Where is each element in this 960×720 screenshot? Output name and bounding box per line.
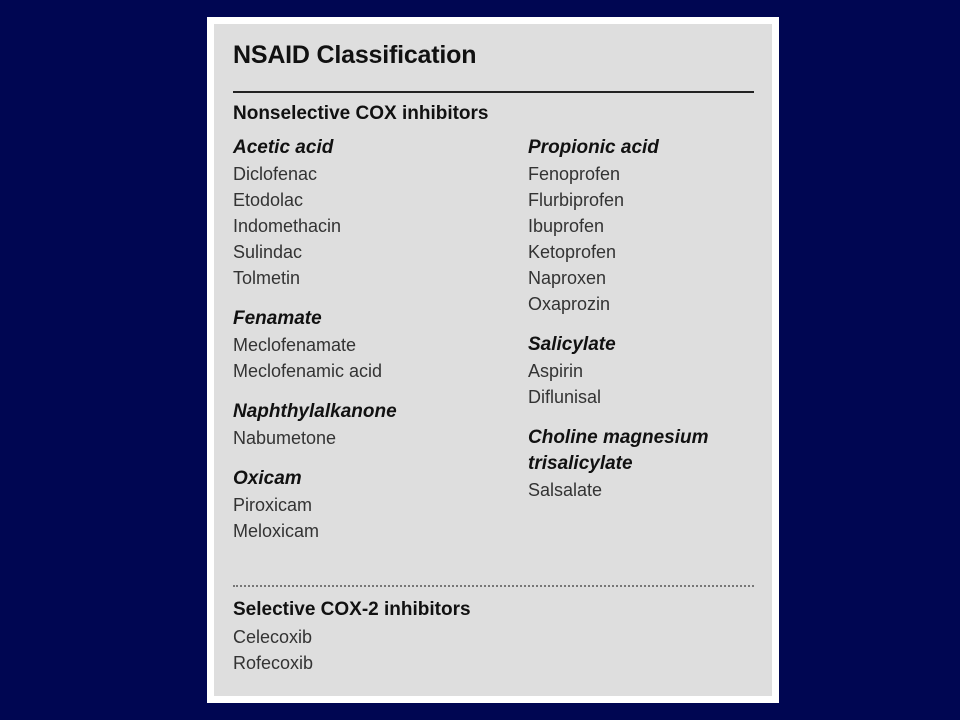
drug-item: Sulindac bbox=[233, 242, 303, 262]
drug-item: Indomethacin bbox=[233, 216, 342, 236]
drug-item: Meclofenamic acid bbox=[233, 361, 383, 381]
drug-item: Diclofenac bbox=[233, 164, 318, 184]
drug-item: Salsalate bbox=[528, 480, 603, 500]
selective-list bbox=[233, 624, 754, 676]
selective-heading: Selective COX-2 inhibitors bbox=[233, 599, 471, 620]
group-heading-continued: trisalicylate bbox=[528, 453, 633, 474]
drug-item: Rofecoxib bbox=[233, 653, 314, 673]
left-column bbox=[233, 135, 397, 559]
drug-item: Oxaprozin bbox=[528, 294, 611, 314]
group-heading: Propionic acid bbox=[528, 137, 659, 158]
classification-card bbox=[207, 17, 779, 703]
group-propionic-acid bbox=[528, 135, 709, 317]
group-heading: Naphthylalkanone bbox=[233, 401, 397, 422]
drug-item: Fenoprofen bbox=[528, 164, 621, 184]
drug-item: Flurbiprofen bbox=[528, 190, 625, 210]
group-salicylate bbox=[528, 332, 709, 410]
group-choline-magnesium-trisalicylate bbox=[528, 425, 709, 503]
drug-item: Nabumetone bbox=[233, 428, 337, 448]
drug-item: Naproxen bbox=[528, 268, 607, 288]
group-heading: Fenamate bbox=[233, 308, 322, 329]
right-column bbox=[528, 135, 709, 518]
classification-panel bbox=[214, 24, 772, 696]
drug-item: Piroxicam bbox=[233, 495, 313, 515]
group-naphthylalkanone bbox=[233, 399, 397, 451]
group-heading: Choline magnesium bbox=[528, 427, 709, 448]
group-oxicam bbox=[233, 466, 397, 544]
drug-item: Etodolac bbox=[233, 190, 304, 210]
group-heading: Oxicam bbox=[233, 468, 302, 489]
drug-item: Meloxicam bbox=[233, 521, 320, 541]
drug-item: Celecoxib bbox=[233, 627, 313, 647]
group-heading: Salicylate bbox=[528, 334, 616, 355]
drug-item: Tolmetin bbox=[233, 268, 301, 288]
group-fenamate bbox=[233, 306, 397, 384]
section-divider bbox=[233, 585, 754, 587]
drug-item: Aspirin bbox=[528, 361, 584, 381]
drug-item: Meclofenamate bbox=[233, 335, 357, 355]
drug-item: Diflunisal bbox=[528, 387, 602, 407]
drug-item: Ketoprofen bbox=[528, 242, 617, 262]
drug-item: Ibuprofen bbox=[528, 216, 605, 236]
nonselective-columns bbox=[233, 135, 754, 580]
group-heading: Acetic acid bbox=[233, 137, 334, 158]
nonselective-heading: Nonselective COX inhibitors bbox=[233, 103, 489, 124]
title-divider bbox=[233, 91, 754, 93]
group-acetic-acid bbox=[233, 135, 397, 291]
page-title: NSAID Classification bbox=[233, 41, 477, 69]
